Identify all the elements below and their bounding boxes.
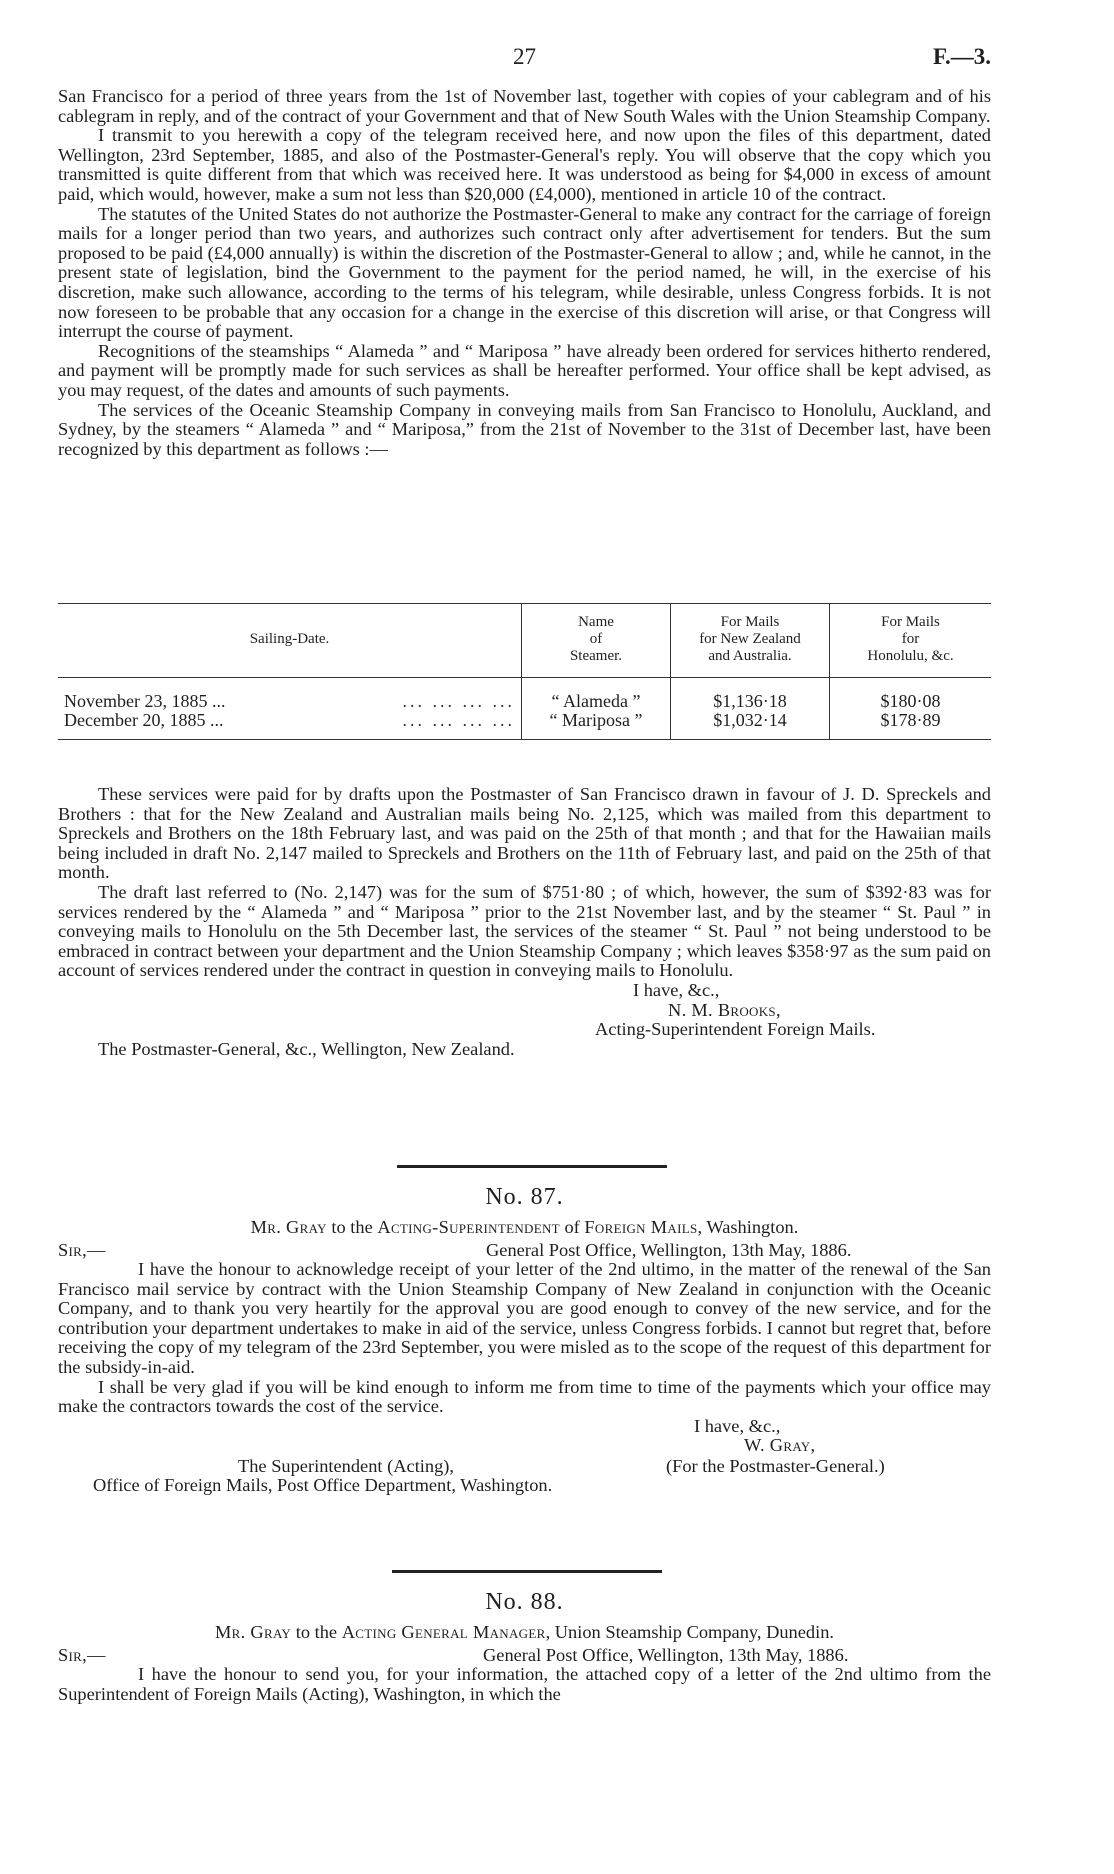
section-divider [397, 1165, 667, 1168]
dateline: General Post Office, Wellington, 13th May, 1886. [486, 1240, 852, 1260]
letter-88 [58, 1587, 991, 1704]
sailing-date: December 20, 1885 ... [64, 709, 224, 730]
header-line: Honolulu, &c. [867, 648, 954, 664]
header-line: and Australia. [708, 648, 792, 664]
letter-87 [58, 1182, 991, 1496]
page-number: 27 [513, 44, 536, 69]
leader-dots: ... ... ... ... [402, 709, 515, 730]
heading-from: Mr. Gray [250, 1217, 327, 1237]
column-header-sailing-date: Sailing-Date. [249, 631, 330, 647]
header-line: for New Zealand [699, 631, 801, 647]
paragraph: I shall be very glad if you will be kind enough to inform me from time to time of the payments which your office may make the contractors towards the cost of the service. [58, 1376, 991, 1417]
paragraph: I transmit to you herewith a copy of the telegram received here, and now upon the files of this department, dated Wellington, 23rd September, 1885, and also of the Postmaster-General's reply. You will observe that the copy which you transmitted is quite different from that which was received here. It was understood as being for $4,000 in excess of amount paid, which would, however, make a sum not less than $20,000 (£4,000), mentioned in article 10 of the contract. [58, 125, 991, 204]
heading-place: , Washington. [697, 1217, 799, 1237]
recipient-address: Office of Foreign Mails, Post Office Department, Washington. [93, 1474, 553, 1495]
nz-amount-cell: $1,032·14 [671, 711, 830, 730]
header-line: For Mails [720, 614, 780, 630]
heading-connector: to the [291, 1622, 342, 1642]
signature-title: Acting-Superintendent Foreign Mails. [595, 1019, 876, 1040]
heading-from: Mr. Gray [214, 1622, 292, 1642]
salutation: Sir,— [58, 1240, 106, 1260]
paragraph: I have the honour to acknowledge receipt of your letter of the 2nd ultimo, in the matter of the renewal of the San Francisco mail service by contract with the Union Steamship Company of New Zealand in conjunction with the Oceanic Company, and to thank you very heartily for the approval you are good enough to convey of the new service, and for the contribution your department undertakes to make in aid of the service, unless Congress forbids. I cannot but regret that, before receiving the copy of my telegram of the 23rd September, you were misled as to the scope of the request of this department for the subsidy-in-aid. [58, 1259, 991, 1377]
nz-amount-cell: $1,136·18 [671, 692, 830, 711]
letter-86-continued [58, 785, 991, 1059]
section-divider [392, 1570, 662, 1573]
letter-heading [58, 1619, 991, 1645]
table-row [58, 711, 991, 730]
steamer-cell: “ Alameda ” [522, 692, 671, 711]
letter-number: No. 87. [485, 1184, 564, 1210]
header-line: For Mails [881, 614, 940, 630]
recipient: The Superintendent (Acting), [238, 1455, 455, 1476]
sailing-date-cell [58, 711, 522, 730]
signature: N. M. Brooks, [668, 999, 781, 1020]
paragraph: The services of the Oceanic Steamship Company in conveying mails from San Francisco to Honolulu, Auckland, and Sydney, by the steamers “ Alameda ” and “ Mariposa,” from the 21st of November to the 31st of December last, have been recognized by this department as follows :— [58, 399, 991, 459]
column-header-honolulu-mails [830, 604, 992, 678]
paragraph: The statutes of the United States do not authorize the Postmaster-General to make any contract for the carriage of foreign mails for a longer period than two years, and authorizes such contract only after advertisement for tenders. But the sum proposed to be paid (£4,000 annually) is within the discretion of the Postmaster-General to allow ; and, while he cannot, in the present state of legislation, bind the Government to the payment for the period named, he will, in the exercise of his discretion, make such allowance, according to the terms of his telegram, while desirable, unless Congress forbids. It is not now foreseen to be probable that any occasion for a change in the exercise of this discretion will arise, or that Congress will interrupt the course of payment. [58, 203, 991, 342]
signatory-role: (For the Postmaster-General.) [666, 1455, 885, 1476]
paragraph: Recognitions of the steamships “ Alameda ” and “ Mariposa ” have already been ordered for services hitherto rendered, and payment will be promptly made for such services as shall be hereafter performed. Your office shall be kept advised, as you may request, of the dates and amounts of such payments. [58, 340, 991, 400]
letter-heading [58, 1214, 991, 1240]
salutation-line [58, 1645, 991, 1665]
paragraph: San Francisco for a period of three years from the 1st of November last, together with copies of your cablegram and of his cablegram in reply, and of the contract of your Government and that of New South Wales with the Union Steamship Company. [58, 86, 991, 126]
steamer-cell: “ Mariposa ” [522, 711, 671, 730]
letter-86-body [58, 87, 991, 459]
heading-dept: Foreign Mails [584, 1217, 698, 1237]
paragraph: These services were paid for by drafts upon the Postmaster of San Francisco drawn in favour of J. D. Spreckels and Brothers : that for the New Zealand and Australian mails being No. 2,125, which was mailed from this department to Spreckels and Brothers on the 18th February last, and was paid on the 25th of that month ; and that for the Hawaiian mails being included in draft No. 2,147 mailed to Spreckels and Brothers on the 11th of February last, and paid on the 25th of that month. [58, 784, 991, 883]
header-line: of [589, 631, 603, 647]
heading-connector: of [559, 1217, 585, 1237]
heading-to: Acting General Manager [341, 1622, 546, 1642]
paragraph: The draft last referred to (No. 2,147) was for the sum of $751·80 ; of which, however, the sum of $392·83 was for services rendered by the “ Alameda ” and “ Mariposa ” prior to the 21st November last, and by the steamer “ St. Paul ” in conveying mails to Honolulu on the 5th December last, the services of the steamer “ St. Paul ” not being understood to be embraced in contract between your department and the Union Steamship Company ; which leaves $358·97 as the sum paid on account of services rendered under the contract in question in conveying mails to Honolulu. [58, 881, 991, 981]
document-reference: F.—3. [933, 44, 991, 69]
salutation-line [58, 1240, 991, 1260]
column-header-nz-mails [671, 604, 830, 678]
dateline: General Post Office, Wellington, 13th May, 1886. [483, 1645, 849, 1665]
letter-number: No. 88. [485, 1589, 564, 1615]
column-header-steamer [522, 604, 671, 678]
salutation: Sir,— [58, 1645, 106, 1665]
page-header [58, 44, 991, 76]
addressee: The Postmaster-General, &c., Wellington, New Zealand. [98, 1038, 515, 1059]
heading-connector: to the [326, 1217, 378, 1237]
sailing-date-cell [58, 692, 522, 711]
honolulu-amount-cell: $178·89 [830, 711, 992, 730]
closing: I have, &c., [694, 1415, 781, 1436]
paragraph: I have the honour to send you, for your information, the attached copy of a letter of the 2nd ultimo from the Superintendent of Foreign Mails (Acting), Washington, in which the [58, 1664, 991, 1704]
sailing-table [58, 603, 991, 740]
header-line: Steamer. [569, 648, 623, 664]
table-row [58, 692, 991, 711]
sailing-date: November 23, 1885 ... [64, 690, 226, 711]
header-line: for [901, 631, 920, 647]
closing: I have, &c., [633, 979, 720, 1000]
recipient-line [58, 1456, 991, 1476]
signature: W. Gray, [744, 1435, 816, 1456]
honolulu-amount-cell: $180·08 [830, 692, 992, 711]
header-line: Name [578, 614, 614, 630]
heading-to: Acting-Superintendent [377, 1217, 560, 1237]
heading-place: , Union Steamship Company, Dunedin. [545, 1622, 835, 1642]
leader-dots: ... ... ... ... [402, 690, 515, 711]
